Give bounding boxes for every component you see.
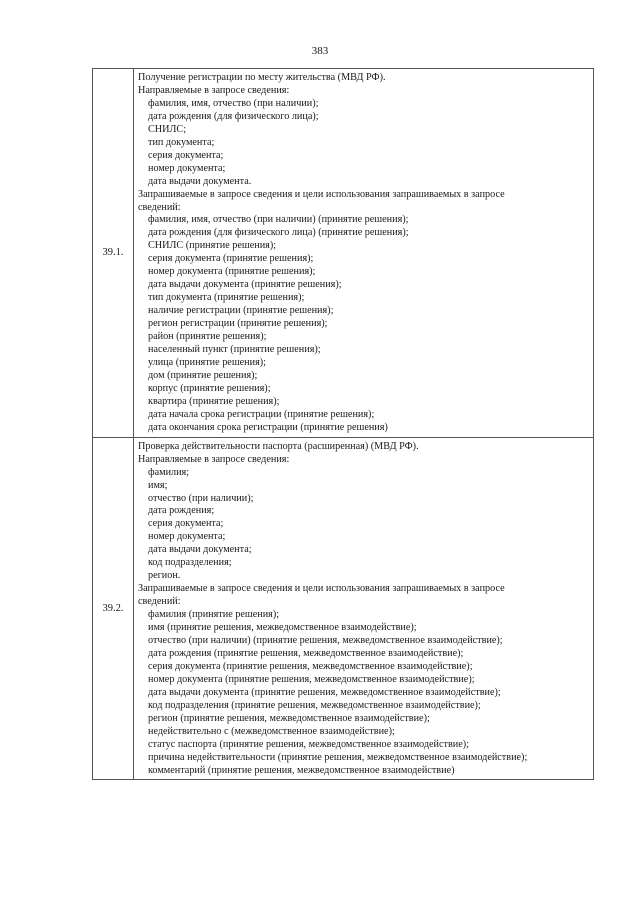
list-item: регион (принятие решения, межведомственное взаимодействие); [148,712,430,724]
list-item: дата выдачи документа (принятие решения); [148,279,342,291]
requirements-table [92,68,594,780]
list-item: код подразделения; [148,557,232,569]
list-item: серия документа (принятие решения, межведомственное взаимодействие); [148,660,473,672]
list-item: регион регистрации (принятие решения); [148,318,328,330]
list-item: код подразделения (принятие решения, межведомственное взаимодействие); [148,699,481,711]
table-row [93,69,594,438]
list-item: дата выдачи документа (принятие решения, межведомственное взаимодействие); [148,686,501,698]
section-text: Получение регистрации по месту жительства (МВД РФ). [138,72,386,83]
list-item: фамилия, имя, отчество (при наличии) (принятие решения); [148,214,409,226]
list-item: квартира (принятие решения); [148,395,280,407]
list-item: серия документа; [148,518,224,530]
section-text: Запрашиваемые в запросе сведения и цели использования запрашиваемых в запросе [138,583,505,595]
list-item: номер документа (принятие решения, межведомственное взаимодействие); [148,673,475,685]
section-text: Проверка действительности паспорта (расширенная) (МВД РФ). [138,440,419,452]
list-item: тип документа (принятие решения); [148,292,305,304]
list-item: причина недействительности (принятие решения, межведомственное взаимодействие); [148,751,528,763]
list-item: дата начала срока регистрации (принятие решения); [148,408,375,420]
list-item: регион. [148,570,181,582]
list-item: дата выдачи документа. [148,175,252,187]
section-text: сведений: [138,596,181,608]
row-content [134,69,594,438]
list-item: улица (принятие решения); [148,356,266,368]
list-item: дата окончания срока регистрации (принятие решения) [148,421,388,433]
list-item: дом (принятие решения); [148,369,258,381]
list-item: дата выдачи документа; [148,544,252,556]
list-item: отчество (при наличии) (принятие решения, межведомственное взаимодействие); [148,634,503,646]
list-item: серия документа; [148,149,224,161]
list-item: имя; [148,479,168,491]
row-number: 39.1. [93,69,134,438]
list-item: наличие регистрации (принятие решения); [148,305,334,317]
list-item: недействительно с (межведомственное взаимодействие); [148,725,395,737]
list-item: дата рождения (для физического лица) (принятие решения); [148,227,409,239]
section-text: Направляемые в запросе сведения: [138,84,290,96]
list-item: фамилия; [148,466,190,478]
list-item: номер документа; [148,162,226,174]
list-item: номер документа (принятие решения); [148,266,316,278]
list-item: фамилия (принятие решения); [148,609,280,621]
list-item: серия документа (принятие решения); [148,253,314,265]
list-item: дата рождения; [148,505,215,517]
list-item: фамилия, имя, отчество (при наличии); [148,97,319,109]
list-item: статус паспорта (принятие решения, межведомственное взаимодействие); [148,738,469,750]
section-text: сведений: [138,201,181,213]
row-content [134,437,594,780]
list-item: корпус (принятие решения); [148,382,271,394]
list-item: дата рождения (для физического лица); [148,110,319,122]
list-item: СНИЛС (принятие решения); [148,240,277,252]
list-item: отчество (при наличии); [148,492,254,504]
list-item: район (принятие решения); [148,331,267,343]
list-item: СНИЛС; [148,123,187,135]
table-body [93,69,594,780]
list-item: тип документа; [148,136,215,148]
section-text: Запрашиваемые в запросе сведения и цели использования запрашиваемых в запросе [138,188,505,200]
row-number: 39.2. [93,437,134,780]
section-text: Направляемые в запросе сведения: [138,453,290,465]
list-item: дата рождения (принятие решения, межведомственное взаимодействие); [148,647,464,659]
list-item: имя (принятие решения, межведомственное взаимодействие); [148,622,417,634]
page-number: 383 [311,45,329,57]
list-item: комментарий (принятие решения, межведомственное взаимодействие) [148,764,455,776]
list-item: номер документа; [148,531,226,543]
table-row [93,437,594,780]
list-item: населенный пункт (принятие решения); [148,344,321,356]
